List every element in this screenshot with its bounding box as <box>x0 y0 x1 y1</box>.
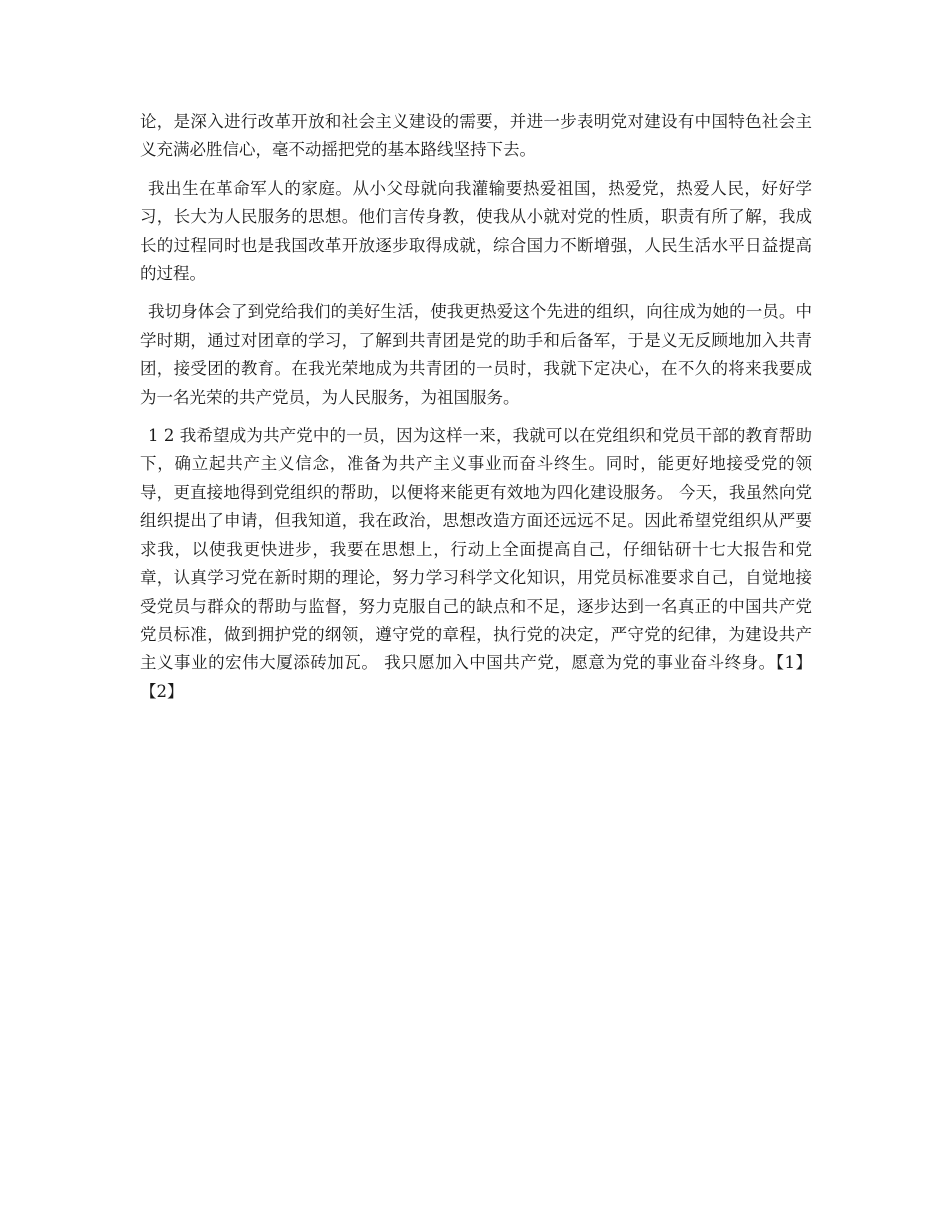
paragraph-4: 1 2 我希望成为共产党中的一员，因为这样一来，我就可以在党组织和党员干部的教育帮助下，确立起共产主义信念，准备为共产主义事业而奋斗终生。同时，能更好地接受党的领导，更直接地得到党组织的帮助，以便将来能更有效地为四化建设服务。 今天，我虽然向党组织提出了申请，但我知道，我在政治，思想改造方面还远远不足。因此希望党组织从严要求我，以使我更快进步，我要在思想上，行动上全面提高自己，仔细钻研十七大报告和党章，认真学习党在新时期的理论，努力学习科学文化知识，用党员标准要求自己，自觉地接受党员与群众的帮助与监督，努力克服自己的缺点和不足，逐步达到一名真正的中国共产党党员标准，做到拥护党的纲领，遵守党的章程，执行党的决定，严守党的纪律，为建设共产主义事业的宏伟大厦添砖加瓦。 我只愿加入中国共产党，愿意为党的事业奋斗终身。【1】【2】 <box>140 426 812 701</box>
paragraph-1: 论，是深入进行改革开放和社会主义建设的需要，并进一步表明党对建设有中国特色社会主义充满必胜信心，毫不动摇把党的基本路线坚持下去。 <box>140 112 812 160</box>
paragraph-2: 我出生在革命军人的家庭。从小父母就向我灌输要热爱祖国，热爱党，热爱人民，好好学习，长大为人民服务的思想。他们言传身教，使我从小就对党的性质，职责有所了解，我成长的过程同时也是我国改革开放逐步取得成就，综合国力不断增强，人民生活水平日益提高的过程。 <box>140 178 812 284</box>
paragraph-3: 我切身体会了到党给我们的美好生活，使我更热爱这个先进的组织，向往成为她的一员。中学时期，通过对团章的学习，了解到共青团是党的助手和后备军，于是义无反顾地加入共青团，接受团的教育。在我光荣地成为共青团的一员时，我就下定决心，在不久的将来我要成为一名光荣的共产党员，为人民服务，为祖国服务。 <box>140 302 812 407</box>
document-page <box>140 108 812 716</box>
